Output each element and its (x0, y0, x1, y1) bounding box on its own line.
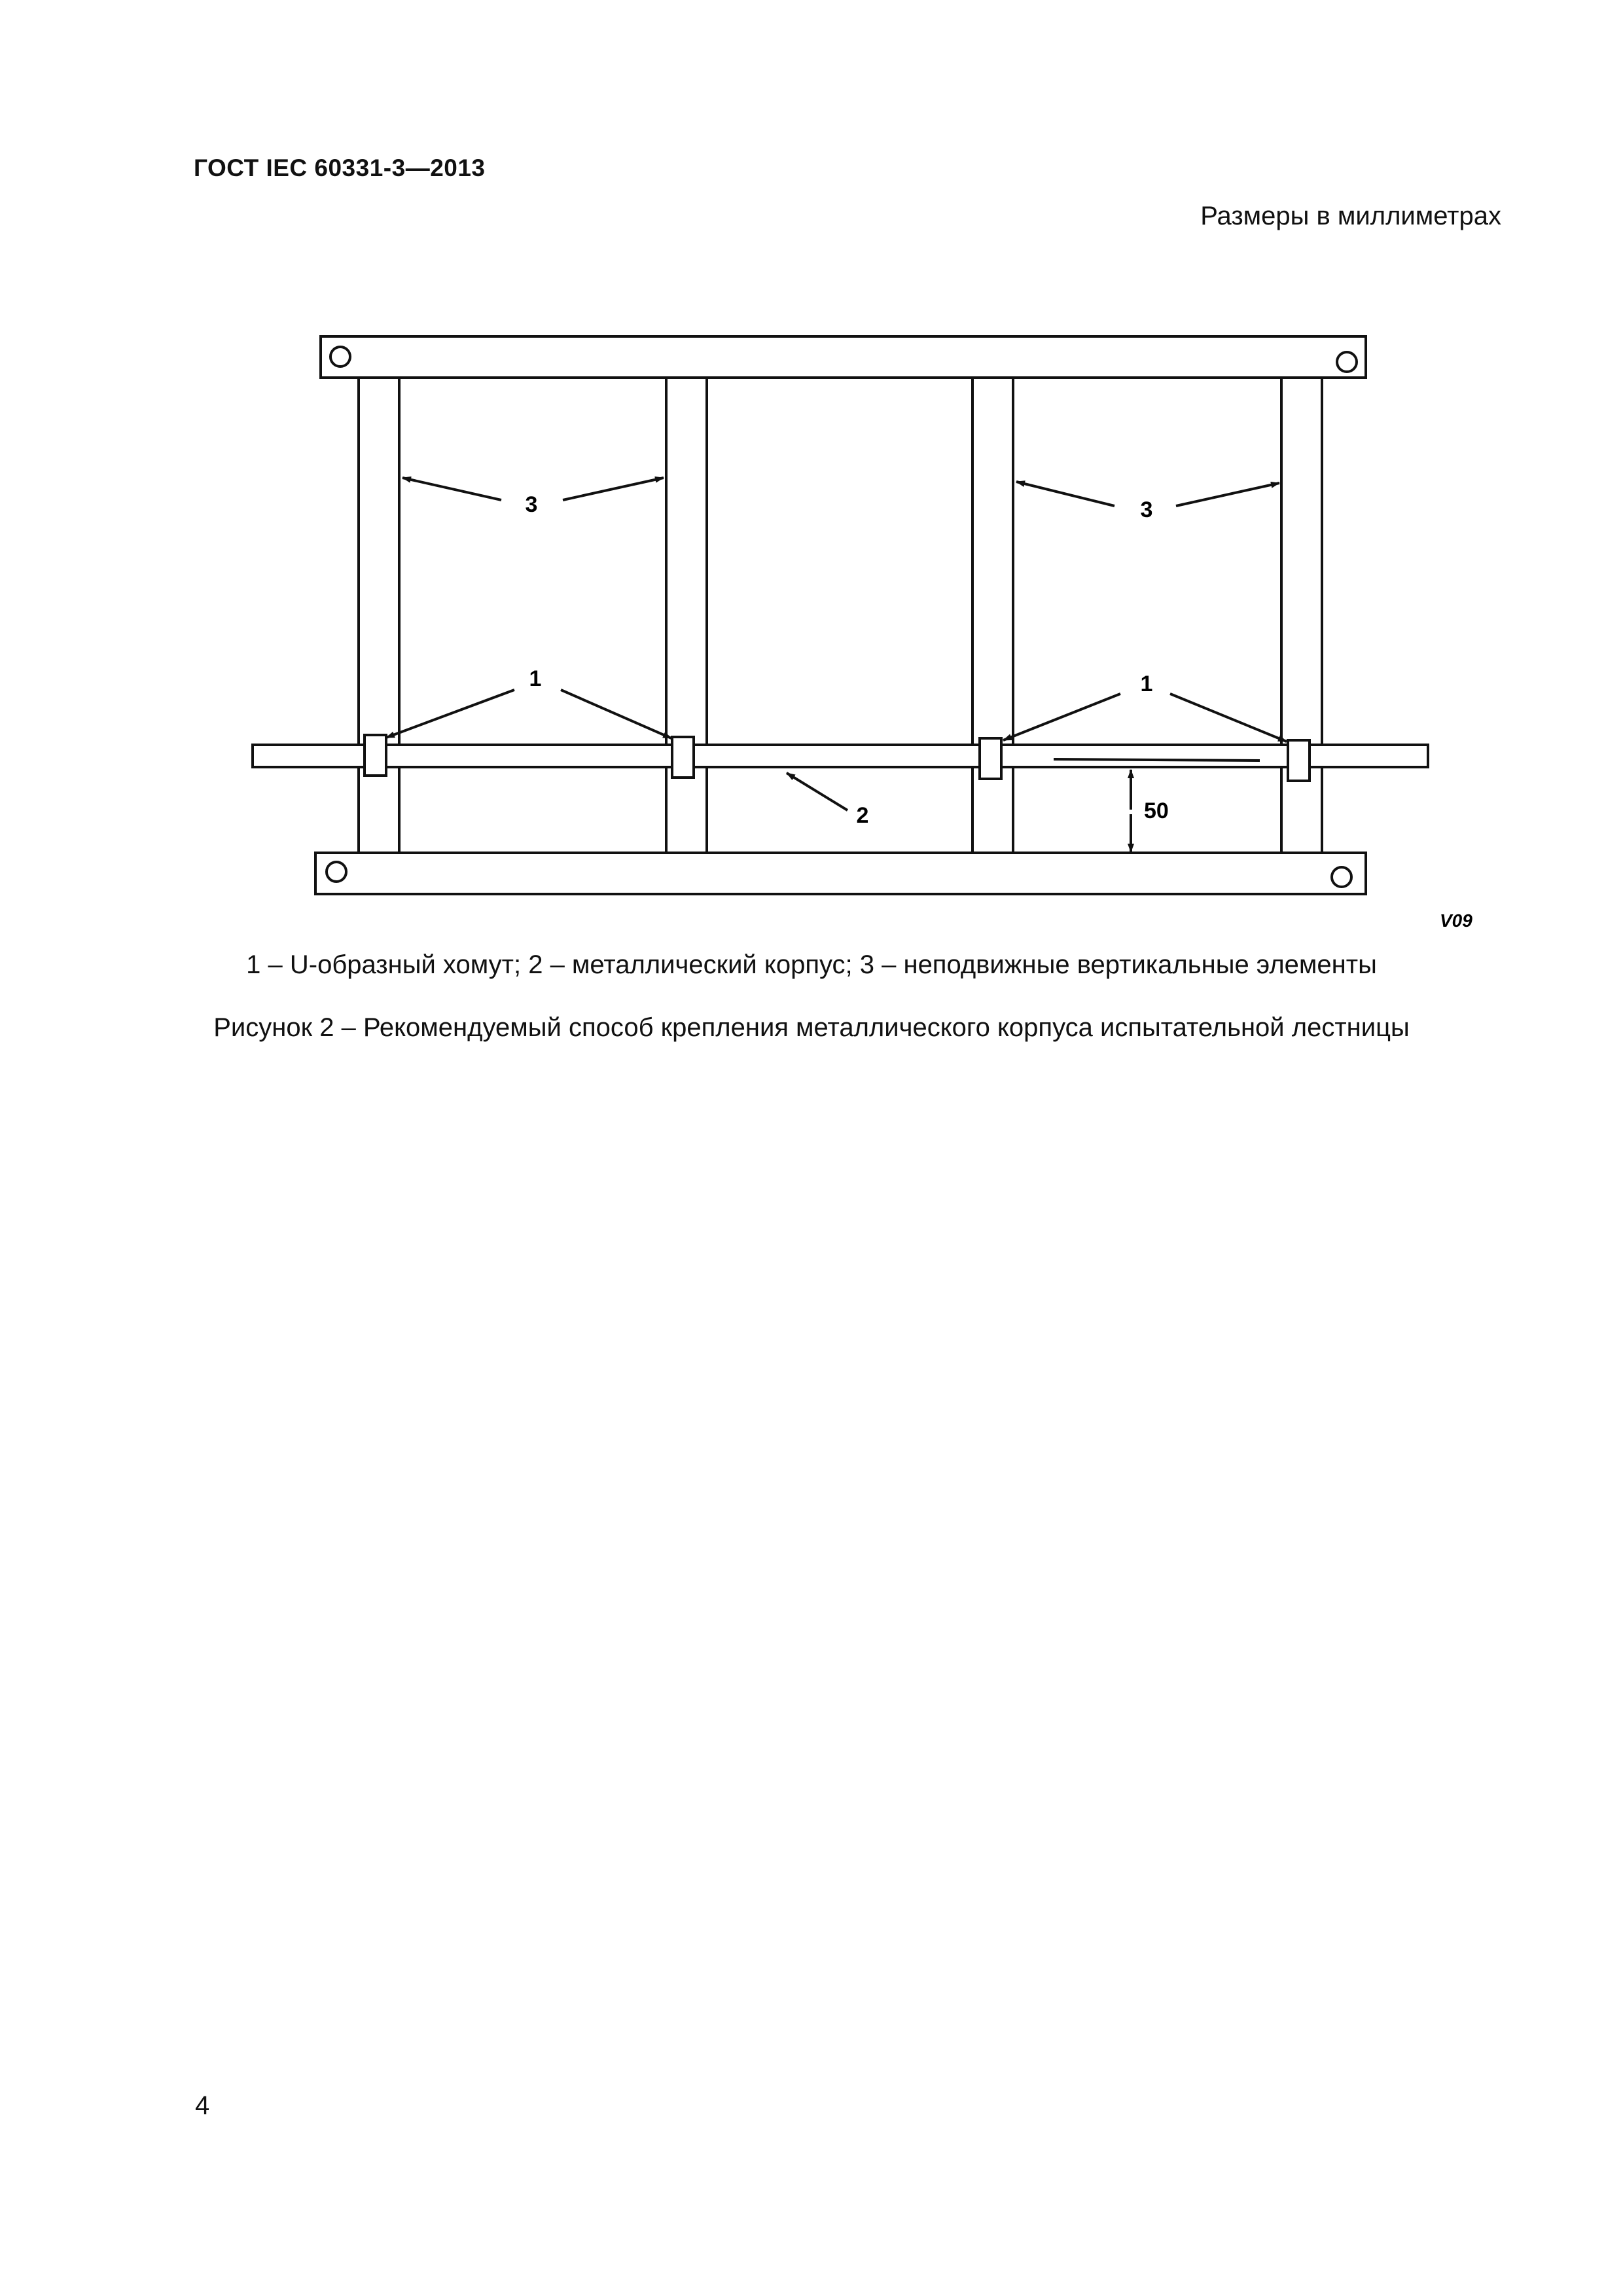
figure-legend: 1 – U-образный хомут; 2 – металлический корпус; 3 – неподвижные вертикальные элементы (246, 950, 1377, 979)
vertical-element-2 (666, 378, 707, 853)
label-1-right: 1 (1140, 672, 1153, 696)
label-3-left: 3 (525, 492, 538, 517)
label-2: 2 (856, 803, 869, 828)
u-clamp-2 (672, 737, 694, 778)
figure-code: V09 (1440, 910, 1472, 931)
dimension-50: 50 (1144, 798, 1169, 823)
page-number: 4 (195, 2091, 210, 2120)
top-left-hole-icon (330, 347, 350, 367)
document-id: ГОСТ IEC 60331-3—2013 (194, 154, 486, 181)
u-clamp-4 (1288, 740, 1310, 781)
bottom-right-hole-icon (1332, 867, 1351, 887)
u-clamp-1 (365, 735, 386, 776)
label-1-left: 1 (529, 666, 542, 691)
top-right-hole-icon (1337, 352, 1357, 372)
figure-caption: Рисунок 2 – Рекомендуемый способ крепления металлического корпуса испытательной лестницы (213, 1013, 1410, 1042)
metal-housing (253, 745, 1428, 767)
vertical-element-3 (972, 378, 1013, 853)
bottom-rail (315, 853, 1366, 894)
vertical-element-1 (359, 378, 399, 853)
units-note: Размеры в миллиметрах (1200, 202, 1501, 230)
ladder-figure (0, 0, 1623, 949)
u-clamp-3 (980, 738, 1001, 779)
top-rail (321, 336, 1366, 378)
bottom-left-hole-icon (327, 862, 346, 882)
label-3-right: 3 (1140, 497, 1153, 522)
